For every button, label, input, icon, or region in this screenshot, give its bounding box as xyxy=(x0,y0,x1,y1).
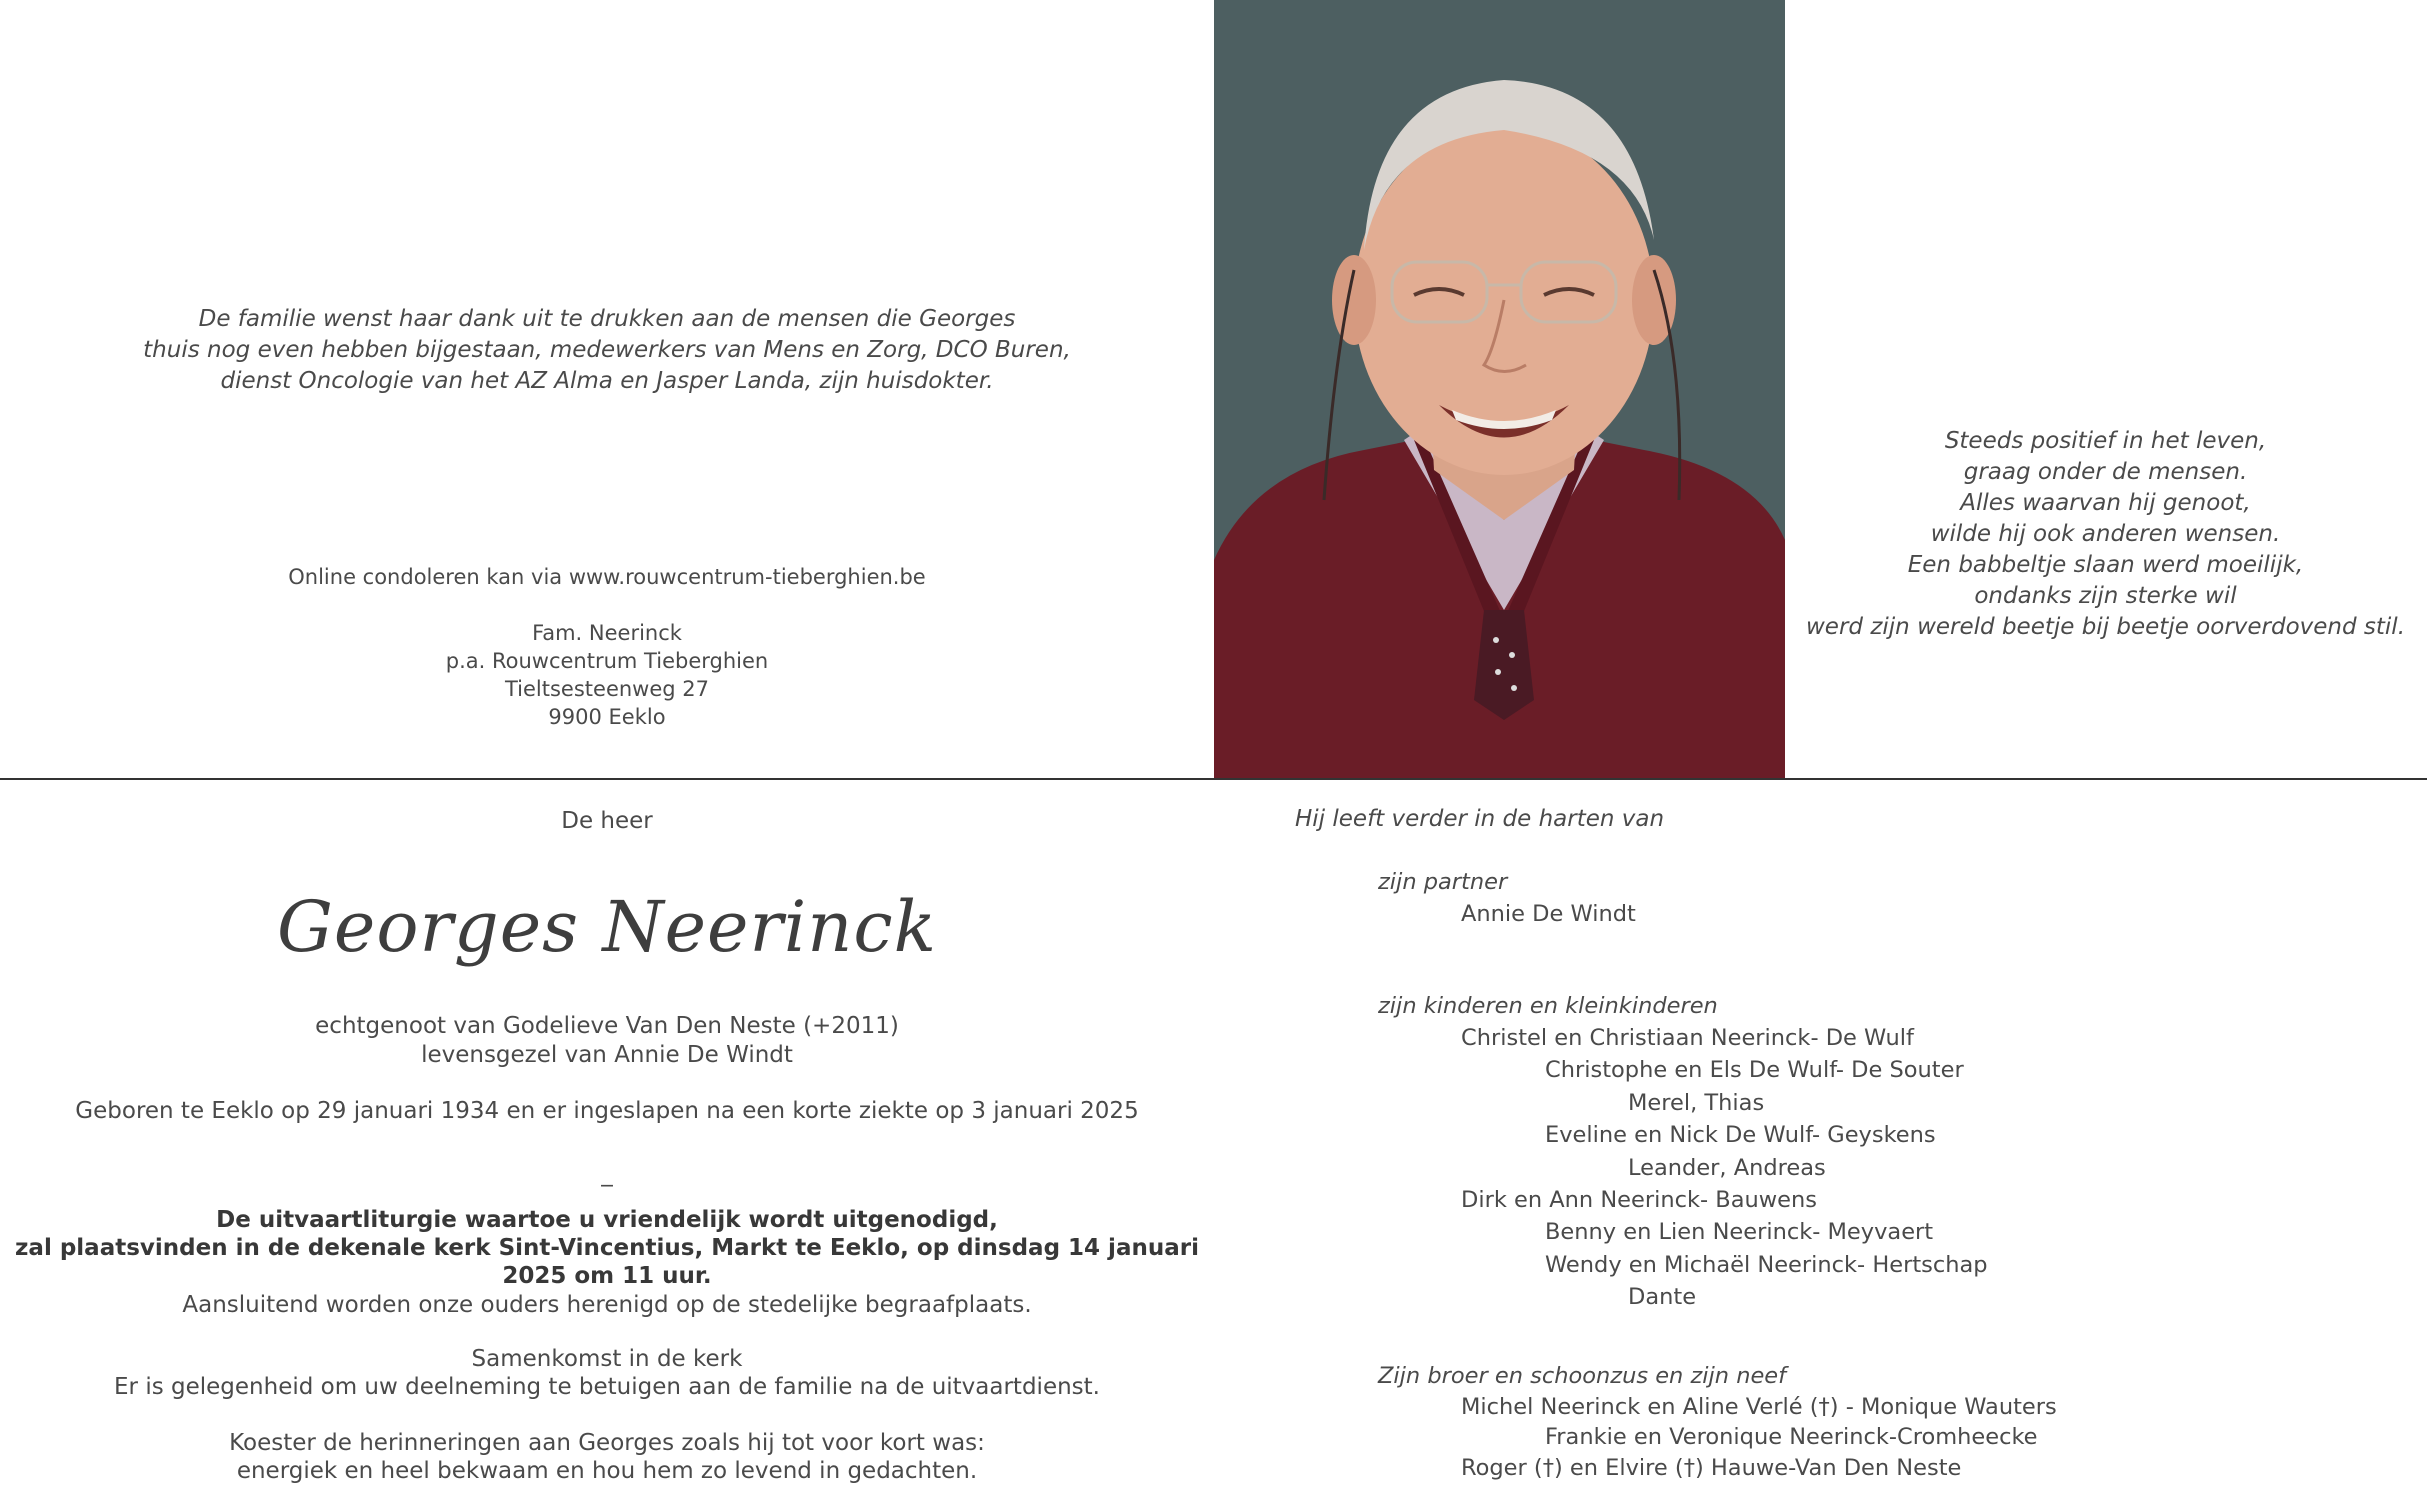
partner-heading: zijn partner xyxy=(1378,869,1508,895)
thanks-line: De familie wenst haar dank uit te drukken aan de mensen die Georges xyxy=(198,306,1016,332)
burial-text: Aansluitend worden onze ouders herenigd op de stedelijke begraafplaats. xyxy=(182,1292,1032,1318)
family-member: Dirk en Ann Neerinck- Bauwens xyxy=(1461,1187,1817,1213)
gathering-line: Er is gelegenheid om uw deelneming te betuigen aan de familie na de uitvaartdienst. xyxy=(114,1374,1100,1400)
poem-line: Alles waarvan hij genoot, xyxy=(1960,490,2251,516)
birth-death-text: Geboren te Eeklo op 29 januari 1934 en er ingeslapen na een korte ziekte op 3 januari 2025 xyxy=(75,1098,1139,1124)
poem-line: Steeds positief in het leven, xyxy=(1944,428,2267,454)
fold-line xyxy=(0,778,2427,780)
thanks-message xyxy=(0,304,1214,397)
family-member: Merel, Thias xyxy=(1628,1090,1765,1116)
poem-line: Een babbeltje slaan werd moeilijk, xyxy=(1907,552,2304,578)
family-member: Michel Neerinck en Aline Verlé (†) - Monique Wauters xyxy=(1461,1394,2057,1420)
family-intro: Hij leeft verder in de harten van xyxy=(1295,806,1665,832)
deceased-name: Georges Neerinck xyxy=(276,886,937,968)
remember-line: Koester de herinneringen aan Georges zoals hij tot voor kort was: xyxy=(229,1430,985,1456)
family-member: Christophe en Els De Wulf- De Souter xyxy=(1545,1057,1964,1083)
thanks-line: thuis nog even hebben bijgestaan, medewerkers van Mens en Zorg, DCO Buren, xyxy=(143,337,1071,363)
funeral-line: zal plaatsvinden in de dekenale kerk Sint-Vincentius, Markt te Eeklo, op dinsdag 14 januari 2025 om 11 uur. xyxy=(15,1235,1199,1289)
funeral-line: De uitvaartliturgie waartoe u vriendelijk wordt uitgenodigd, xyxy=(216,1207,998,1233)
portrait-photo xyxy=(1214,0,1785,778)
address-line: p.a. Rouwcentrum Tieberghien xyxy=(445,649,769,673)
honorific: De heer xyxy=(561,808,653,834)
family-member: Christel en Christiaan Neerinck- De Wulf xyxy=(1461,1025,1914,1051)
portrait-illustration xyxy=(1214,0,1785,778)
separator: _ xyxy=(601,1161,613,1187)
thanks-line: dienst Oncologie van het AZ Alma en Jasper Landa, zijn huisdokter. xyxy=(220,368,994,394)
remember-text xyxy=(0,1429,1214,1485)
address-line: 9900 Eeklo xyxy=(548,705,666,729)
family-member: Wendy en Michaël Neerinck- Hertschap xyxy=(1545,1252,1988,1278)
address-line: Fam. Neerinck xyxy=(532,621,682,645)
family-member: Leander, Andreas xyxy=(1628,1155,1826,1181)
family-member: Frankie en Veronique Neerinck-Cromheecke xyxy=(1545,1424,2038,1450)
children-heading: zijn kinderen en kleinkinderen xyxy=(1378,993,1718,1019)
family-member: Dante xyxy=(1628,1284,1697,1310)
relation-line: echtgenoot van Godelieve Van Den Neste (+2011) xyxy=(315,1013,899,1039)
family-member: Benny en Lien Neerinck- Meyvaert xyxy=(1545,1219,1934,1245)
poem-line: ondanks zijn sterke wil xyxy=(1974,583,2237,609)
gathering-line: Samenkomst in de kerk xyxy=(471,1346,743,1372)
siblings-heading: Zijn broer en schoonzus en zijn neef xyxy=(1378,1363,1787,1389)
poem xyxy=(1784,426,2427,643)
address-line: Tieltsesteenweg 27 xyxy=(504,677,709,701)
remember-line: energiek en heel bekwaam en hou hem zo levend in gedachten. xyxy=(236,1458,978,1484)
poem-line: werd zijn wereld beetje bij beetje oorverdovend stil. xyxy=(1806,614,2405,640)
relations xyxy=(0,1012,1214,1070)
partner-name: Annie De Windt xyxy=(1461,901,1636,927)
online-condolence-text: Online condoleren kan via www.rouwcentrum-tieberghien.be xyxy=(288,565,926,589)
family-member: Eveline en Nick De Wulf- Geyskens xyxy=(1545,1122,1936,1148)
gathering-text xyxy=(0,1345,1214,1401)
family-member: Roger (†) en Elvire (†) Hauwe-Van Den Neste xyxy=(1461,1455,1962,1481)
contact-block xyxy=(0,563,1214,731)
poem-line: graag onder de mensen. xyxy=(1963,459,2248,485)
relation-line: levensgezel van Annie De Windt xyxy=(421,1042,793,1068)
poem-line: wilde hij ook anderen wensen. xyxy=(1930,521,2281,547)
funeral-announcement xyxy=(0,1206,1214,1290)
